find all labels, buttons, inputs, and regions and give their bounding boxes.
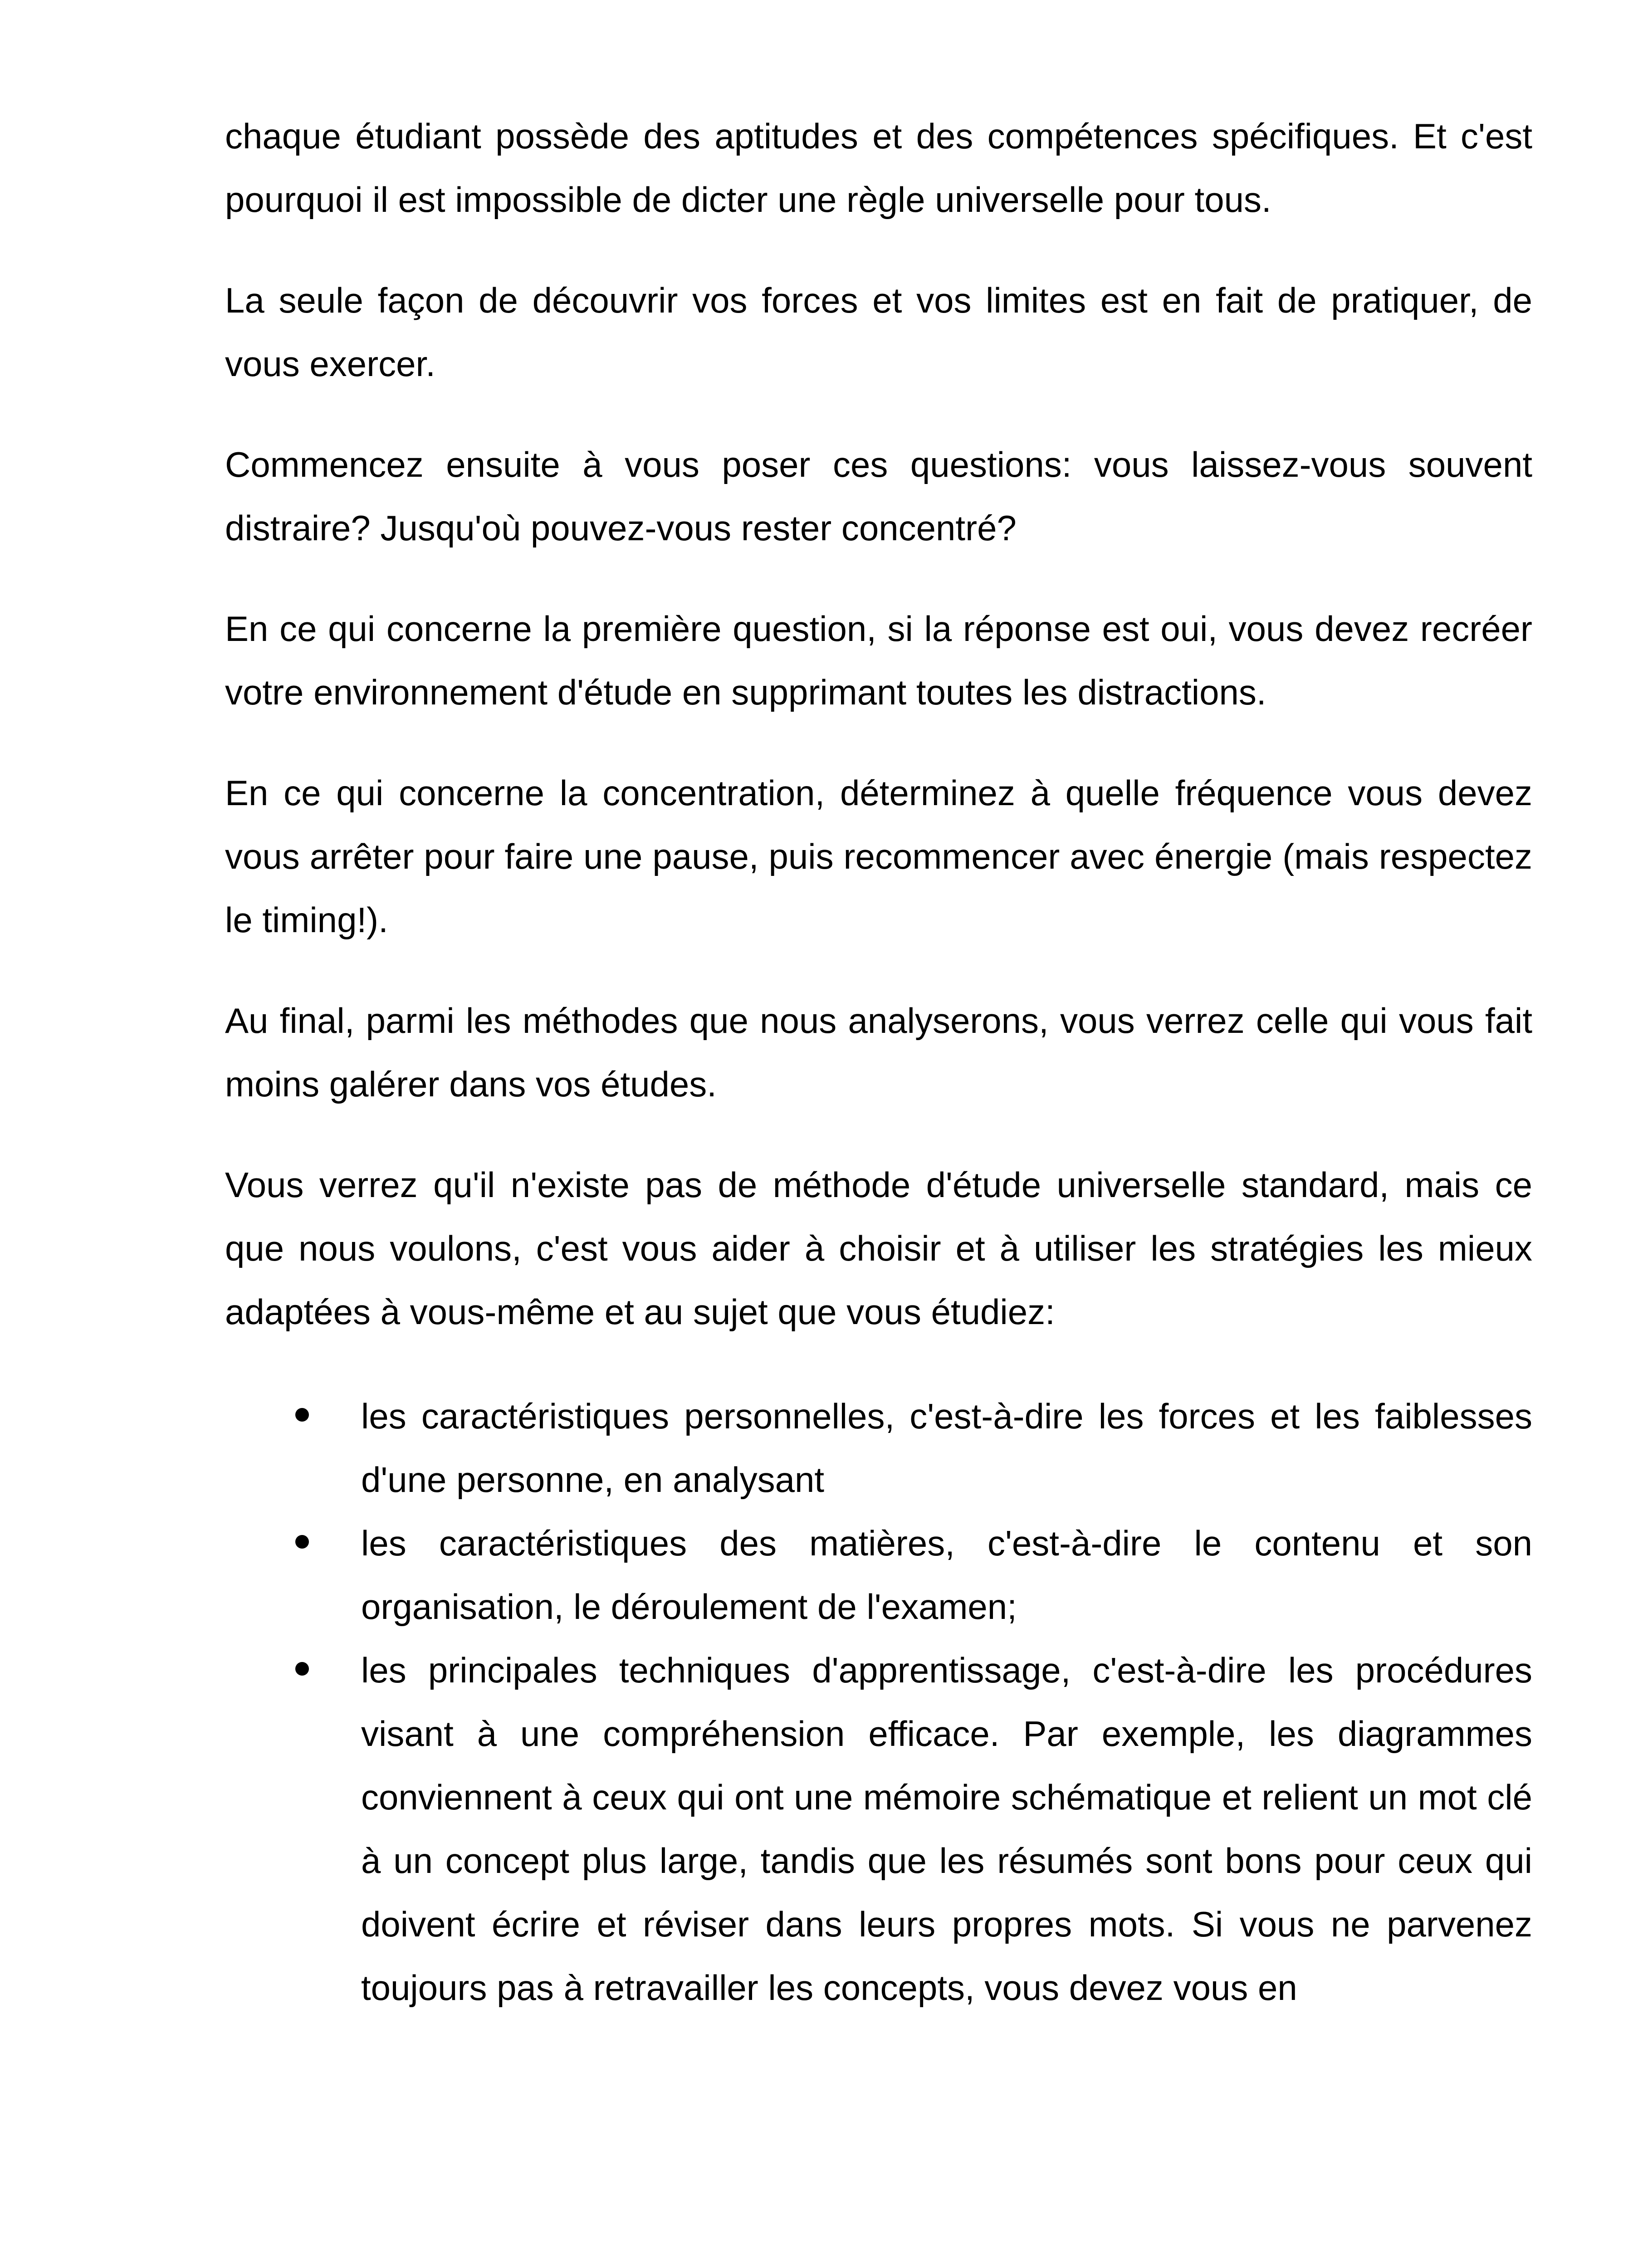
paragraph: La seule façon de découvrir vos forces et vos limites est en fait de pratiquer, de vous exercer. <box>225 280 1532 384</box>
paragraph: chaque étudiant possède des aptitudes et des compétences spécifiques. Et c'est pourquoi il est impossible de dicter une règle universelle pour tous. <box>225 116 1532 220</box>
list-item <box>225 1638 1532 2019</box>
bullet-icon <box>295 1662 309 1676</box>
paragraph: Commencez ensuite à vous poser ces questions: vous laissez-vous souvent distraire? Jusqu'où pouvez-vous rester concentré? <box>225 445 1532 548</box>
bullet-icon <box>295 1408 309 1422</box>
list-item <box>225 1384 1532 1511</box>
bullet-icon <box>295 1535 309 1549</box>
bullet-list <box>225 1384 1532 2019</box>
list-item <box>225 1511 1532 1638</box>
list-item-text: les caractéristiques des matières, c'est-à-dire le contenu et son organisation, le déroulement de l'examen; <box>361 1523 1532 1627</box>
list-item-text: les caractéristiques personnelles, c'est-à-dire les forces et les faiblesses d'une personne, en analysant <box>361 1396 1532 1500</box>
paragraph: Vous verrez qu'il n'existe pas de méthode d'étude universelle standard, mais ce que nous voulons, c'est vous aider à choisir et à utiliser les stratégies les mieux adaptées à vous-même et au sujet que vous étudiez: <box>225 1165 1532 1332</box>
paragraph: En ce qui concerne la première question, si la réponse est oui, vous devez recréer votre environnement d'étude en supprimant toutes les distractions. <box>225 609 1532 712</box>
list-item-text: les principales techniques d'apprentissage, c'est-à-dire les procédures visant à une compréhension efficace. Par exemple, les diagrammes conviennent à ceux qui ont une mémoire schématique et relient un mot clé à un concept plus large, tandis que les résumés sont bons pour ceux qui doivent écrire et réviser dans leurs propres mots. Si vous ne parvenez toujours pas à retravailler les concepts, vous devez vous en <box>361 1650 1532 2008</box>
paragraph: En ce qui concerne la concentration, déterminez à quelle fréquence vous devez vous arrêter pour faire une pause, puis recommencer avec énergie (mais respectez le timing!). <box>225 773 1532 940</box>
page-body <box>225 104 1532 2019</box>
paragraph: Au final, parmi les méthodes que nous analyserons, vous verrez celle qui vous fait moins galérer dans vos études. <box>225 1001 1532 1104</box>
